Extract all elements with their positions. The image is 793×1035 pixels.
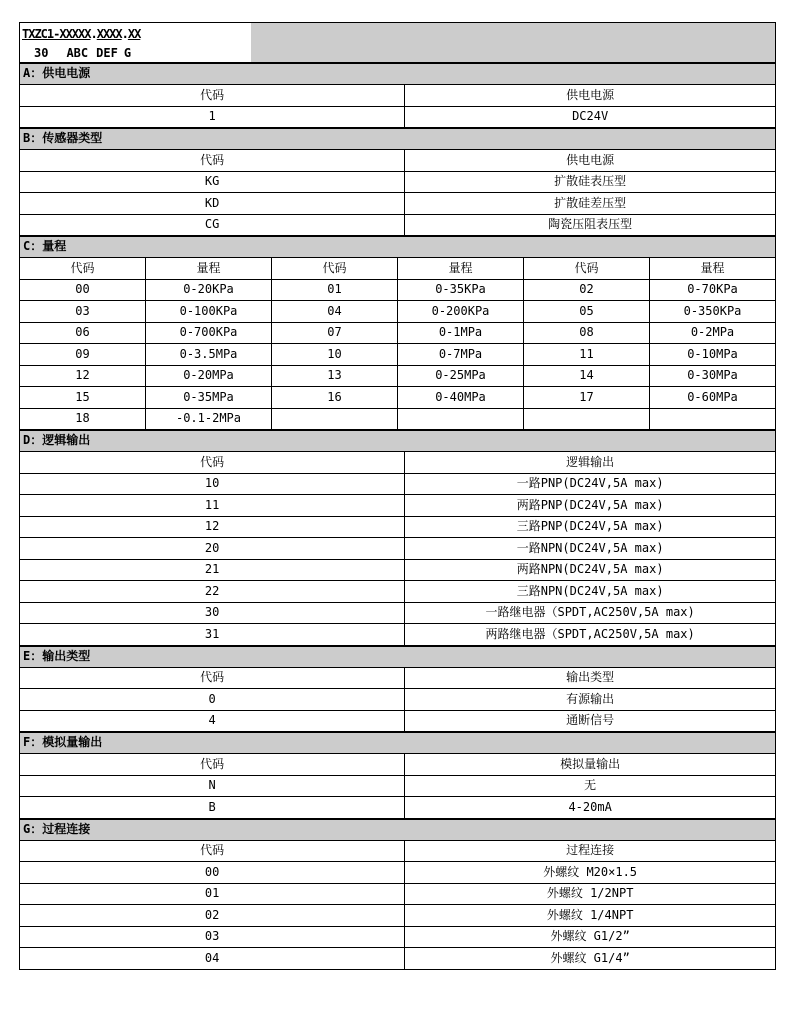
code-cell: 00 — [20, 862, 405, 884]
column-header-row — [20, 840, 776, 862]
table-row — [20, 948, 776, 970]
model-code-cell — [20, 23, 251, 62]
column-header-cell: 代码 — [20, 258, 146, 280]
section-D — [19, 430, 776, 646]
table-row — [20, 775, 776, 797]
code-cell: 17 — [524, 387, 650, 409]
ordering-code-table — [19, 22, 776, 970]
value-cell: 0-60MPa — [650, 387, 776, 409]
code-cell: 10 — [272, 344, 398, 366]
table-row — [20, 926, 776, 948]
value-cell: 0-100KPa — [146, 301, 272, 323]
section-header-B: B：传感器类型 — [19, 128, 776, 149]
code-cell: 12 — [20, 516, 405, 538]
code-cell: 4 — [20, 710, 405, 732]
column-header-cell: 量程 — [146, 258, 272, 280]
column-header-cell: 供电电源 — [405, 85, 776, 107]
code-cell: KG — [20, 171, 405, 193]
table-row — [20, 883, 776, 905]
code-cell: 0 — [20, 689, 405, 711]
value-cell: 有源输出 — [405, 689, 776, 711]
table-row — [20, 301, 776, 323]
section-C — [19, 236, 776, 430]
code-cell: 20 — [20, 538, 405, 560]
column-header-row — [20, 452, 776, 474]
model-number — [22, 26, 251, 42]
column-header-cell: 量程 — [650, 258, 776, 280]
value-cell: 三路PNP(DC24V,5A max) — [405, 516, 776, 538]
code-cell: 09 — [20, 344, 146, 366]
column-header-cell: 过程连接 — [405, 840, 776, 862]
section-header-C: C：量程 — [19, 236, 776, 257]
column-header-row — [20, 85, 776, 107]
section-G — [19, 819, 776, 970]
table-row — [20, 538, 776, 560]
code-cell: KD — [20, 193, 405, 215]
value-cell: 0-200KPa — [398, 301, 524, 323]
table-row — [20, 710, 776, 732]
column-header-row — [20, 258, 776, 280]
code-cell: 05 — [524, 301, 650, 323]
table-row — [20, 473, 776, 495]
code-cell: CG — [20, 214, 405, 236]
table-row — [20, 559, 776, 581]
column-header-row — [20, 150, 776, 172]
column-header-cell: 输出类型 — [405, 667, 776, 689]
value-cell: 无 — [405, 775, 776, 797]
code-cell: 10 — [20, 473, 405, 495]
table-row — [20, 365, 776, 387]
model-code-block — [19, 22, 776, 63]
value-cell: 0-20MPa — [146, 365, 272, 387]
section-header-G: G：过程连接 — [19, 819, 776, 840]
code-cell: 30 — [20, 602, 405, 624]
code-legend-item: 30 — [34, 46, 49, 60]
value-cell: 扩散硅表压型 — [405, 171, 776, 193]
value-cell: 外螺纹 1/4NPT — [405, 905, 776, 927]
table-row — [20, 689, 776, 711]
column-header-cell: 量程 — [398, 258, 524, 280]
code-cell: 16 — [272, 387, 398, 409]
model-part-1: TXZC1-XXXXX — [22, 27, 91, 41]
column-header-cell: 代码 — [20, 667, 405, 689]
value-cell: 0-7MPa — [398, 344, 524, 366]
section-E — [19, 646, 776, 733]
column-header-cell: 代码 — [20, 85, 405, 107]
value-cell: 0-10MPa — [650, 344, 776, 366]
column-header-cell: 代码 — [20, 452, 405, 474]
value-cell — [398, 408, 524, 430]
code-cell: 02 — [20, 905, 405, 927]
code-cell: 14 — [524, 365, 650, 387]
table-row — [20, 322, 776, 344]
column-header-cell: 逻辑输出 — [405, 452, 776, 474]
code-cell: 18 — [20, 408, 146, 430]
column-header-cell: 代码 — [20, 150, 405, 172]
section-table-B — [19, 149, 776, 236]
code-cell: 11 — [524, 344, 650, 366]
section-table-A — [19, 84, 776, 128]
value-cell: 0-35KPa — [398, 279, 524, 301]
code-cell: 13 — [272, 365, 398, 387]
code-cell: 01 — [272, 279, 398, 301]
value-cell: 0-700KPa — [146, 322, 272, 344]
code-cell — [272, 408, 398, 430]
code-cell: 00 — [20, 279, 146, 301]
value-cell: 外螺纹 G1/4” — [405, 948, 776, 970]
value-cell: 0-1MPa — [398, 322, 524, 344]
table-row — [20, 106, 776, 128]
value-cell: 陶瓷压阻表压型 — [405, 214, 776, 236]
code-cell: 07 — [272, 322, 398, 344]
value-cell — [650, 408, 776, 430]
value-cell: -0.1-2MPa — [146, 408, 272, 430]
code-cell: 11 — [20, 495, 405, 517]
column-header-cell: 代码 — [20, 840, 405, 862]
code-legend-item: DEF — [96, 46, 118, 60]
value-cell: 外螺纹 G1/2” — [405, 926, 776, 948]
section-table-G — [19, 840, 776, 970]
value-cell: DC24V — [405, 106, 776, 128]
table-row — [20, 387, 776, 409]
section-A — [19, 63, 776, 128]
column-header-cell: 代码 — [20, 754, 405, 776]
code-cell: 15 — [20, 387, 146, 409]
value-cell: 三路NPN(DC24V,5A max) — [405, 581, 776, 603]
code-cell: 1 — [20, 106, 405, 128]
table-row — [20, 193, 776, 215]
table-row — [20, 171, 776, 193]
table-row — [20, 581, 776, 603]
sections — [19, 63, 776, 970]
column-header-cell: 供电电源 — [405, 150, 776, 172]
section-header-D: D：逻辑输出 — [19, 430, 776, 451]
value-cell: 0-35MPa — [146, 387, 272, 409]
column-header-cell: 代码 — [524, 258, 650, 280]
code-cell: 31 — [20, 624, 405, 646]
section-table-C — [19, 257, 776, 430]
value-cell: 4-20mA — [405, 797, 776, 819]
table-row — [20, 344, 776, 366]
column-header-cell: 代码 — [272, 258, 398, 280]
value-cell: 外螺纹 1/2NPT — [405, 883, 776, 905]
code-cell: 04 — [20, 948, 405, 970]
table-row — [20, 279, 776, 301]
value-cell: 0-25MPa — [398, 365, 524, 387]
code-cell: 03 — [20, 926, 405, 948]
code-cell: 08 — [524, 322, 650, 344]
table-row — [20, 905, 776, 927]
model-separator-1: . — [90, 27, 97, 41]
value-cell: 两路NPN(DC24V,5A max) — [405, 559, 776, 581]
value-cell: 0-30MPa — [650, 365, 776, 387]
code-cell: 04 — [272, 301, 398, 323]
code-legend-item: ABC — [66, 46, 89, 60]
code-cell: 12 — [20, 365, 146, 387]
section-table-F — [19, 753, 776, 819]
model-part-3: XX — [127, 27, 141, 41]
table-row — [20, 602, 776, 624]
table-row — [20, 862, 776, 884]
code-cell: 02 — [524, 279, 650, 301]
section-header-F: F：模拟量输出 — [19, 732, 776, 753]
value-cell: 0-20KPa — [146, 279, 272, 301]
value-cell: 外螺纹 M20×1.5 — [405, 862, 776, 884]
section-B — [19, 128, 776, 236]
value-cell: 一路继电器（SPDT,AC250V,5A max) — [405, 602, 776, 624]
value-cell: 0-40MPa — [398, 387, 524, 409]
value-cell: 0-2MPa — [650, 322, 776, 344]
table-row — [20, 495, 776, 517]
code-cell: 01 — [20, 883, 405, 905]
code-cell: N — [20, 775, 405, 797]
code-legend — [22, 46, 251, 61]
table-row — [20, 408, 776, 430]
table-row — [20, 624, 776, 646]
value-cell: 0-3.5MPa — [146, 344, 272, 366]
value-cell: 0-70KPa — [650, 279, 776, 301]
section-table-D — [19, 451, 776, 646]
section-table-E — [19, 667, 776, 733]
section-header-E: E：输出类型 — [19, 646, 776, 667]
value-cell: 两路继电器（SPDT,AC250V,5A max) — [405, 624, 776, 646]
section-F — [19, 732, 776, 819]
model-part-2: XXXX — [96, 27, 122, 41]
table-row — [20, 797, 776, 819]
code-legend-item: G — [123, 46, 132, 60]
table-row — [20, 214, 776, 236]
section-header-A: A：供电电源 — [19, 63, 776, 84]
value-cell: 0-350KPa — [650, 301, 776, 323]
code-cell: 22 — [20, 581, 405, 603]
code-cell: 03 — [20, 301, 146, 323]
column-header-row — [20, 667, 776, 689]
column-header-cell: 模拟量输出 — [405, 754, 776, 776]
value-cell: 一路PNP(DC24V,5A max) — [405, 473, 776, 495]
value-cell: 两路PNP(DC24V,5A max) — [405, 495, 776, 517]
code-cell: B — [20, 797, 405, 819]
value-cell: 扩散硅差压型 — [405, 193, 776, 215]
column-header-row — [20, 754, 776, 776]
table-row — [20, 516, 776, 538]
value-cell: 一路NPN(DC24V,5A max) — [405, 538, 776, 560]
code-cell — [524, 408, 650, 430]
code-cell: 21 — [20, 559, 405, 581]
value-cell: 通断信号 — [405, 710, 776, 732]
code-cell: 06 — [20, 322, 146, 344]
model-separator-2: . — [121, 27, 128, 41]
